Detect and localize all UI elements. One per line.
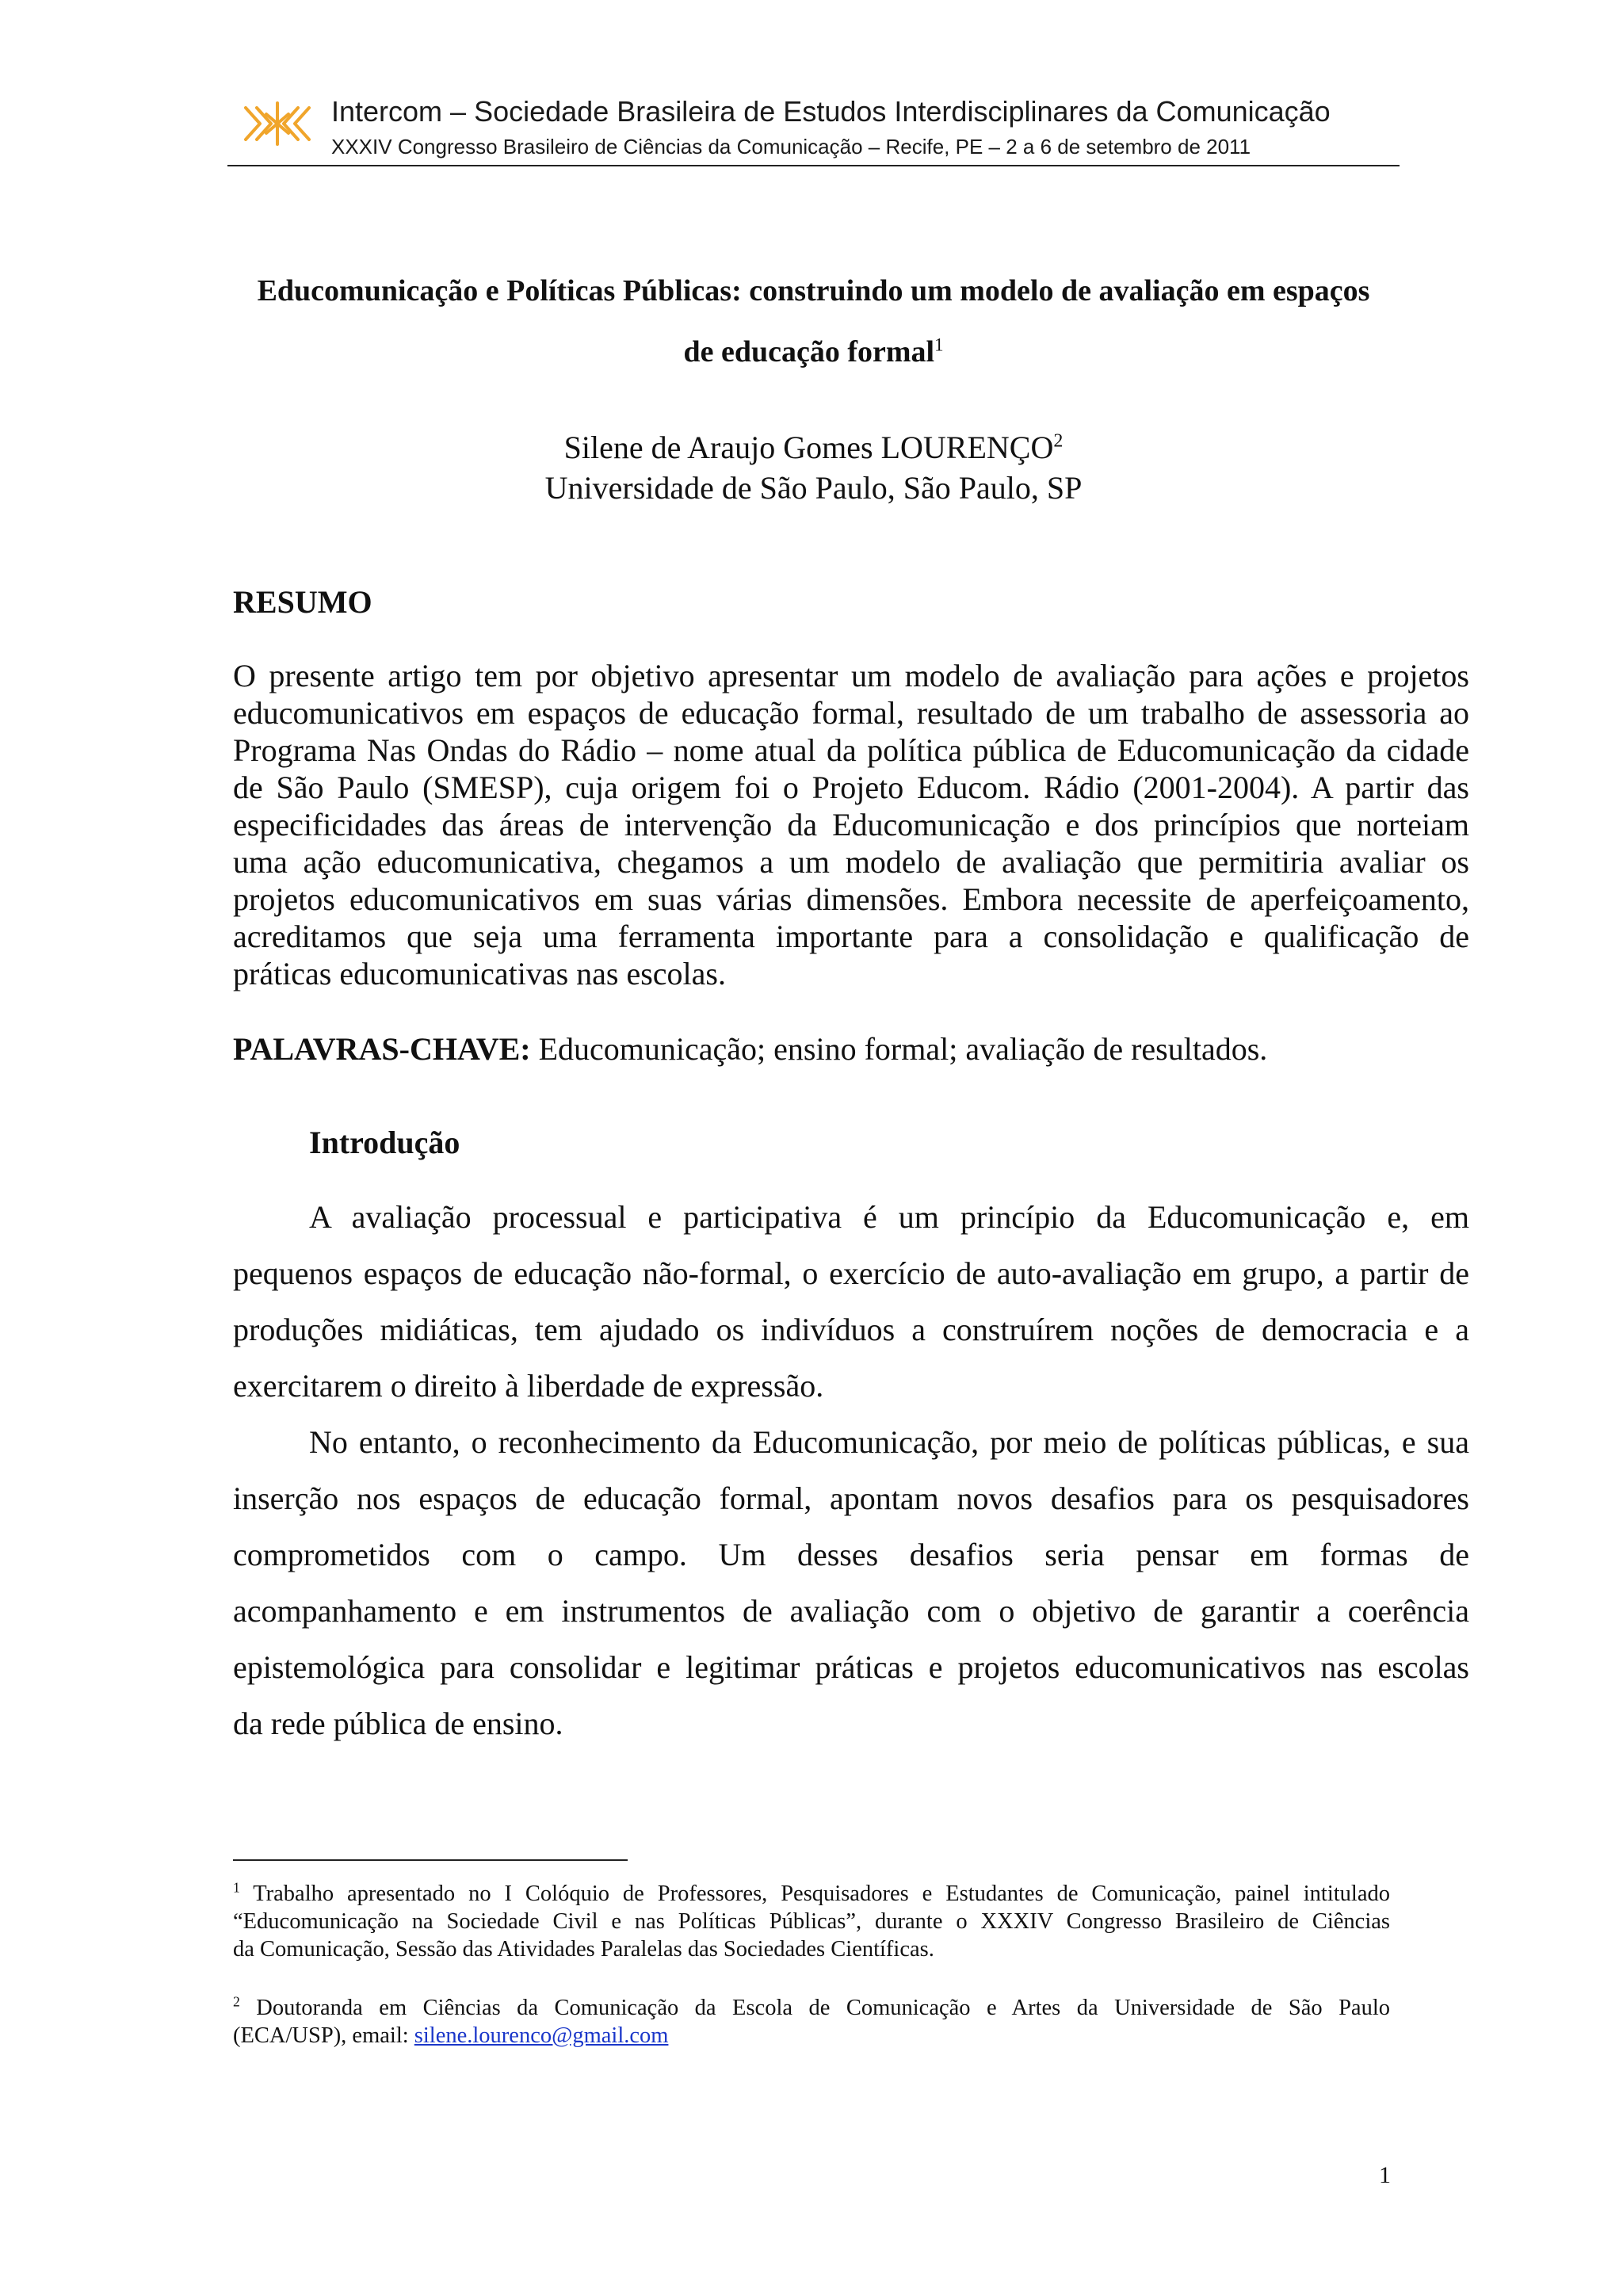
introduction-paragraph-2 bbox=[233, 1414, 1469, 1752]
abstract-text bbox=[233, 657, 1469, 992]
footnote-line: “Educomunicação na Sociedade Civil e nas Políticas Públicas”, durante o XXXIV Congresso Brasileiro de Ciências bbox=[233, 1909, 1390, 1934]
header-congress: XXXIV Congresso Brasileiro de Ciências da Comunicação – Recife, PE – 2 a 6 de setembro de 2011 bbox=[331, 135, 1251, 159]
introduction-heading: Introdução bbox=[309, 1125, 460, 1160]
body-line: pequenos espaços de educação não-formal, o exercício de auto-avaliação em grupo, a partir de bbox=[233, 1255, 1469, 1291]
abstract-line: práticas educomunicativas nas escolas. bbox=[233, 956, 726, 991]
footnote-2-mark: 2 bbox=[233, 1993, 240, 2010]
author-affiliation: Universidade de São Paulo, São Paulo, SP bbox=[544, 470, 1083, 506]
footnote-line: da Comunicação, Sessão das Atividades Paralelas das Sociedades Científicas. bbox=[233, 1937, 934, 1962]
header-divider bbox=[227, 165, 1400, 166]
footnote-2 bbox=[233, 1994, 1390, 2050]
abstract-line: Programa Nas Ondas do Rádio – nome atual da política pública de Educomunicação da cidade bbox=[233, 732, 1469, 768]
abstract-line: uma ação educomunicativa, chegamos a um modelo de avaliação que permitiria avaliar os bbox=[233, 844, 1469, 880]
email-link[interactable]: silene.lourenco@gmail.com bbox=[414, 2023, 669, 2048]
page-number: 1 bbox=[1379, 2162, 1391, 2188]
intercom-logo-icon bbox=[241, 98, 314, 149]
footnote-2-prefix: (ECA/USP), email: bbox=[233, 2023, 414, 2048]
body-line: acompanhamento e em instrumentos de avaliação com o objetivo de garantir a coerência bbox=[233, 1593, 1469, 1629]
author-footnote-mark: 2 bbox=[1053, 430, 1064, 452]
keywords bbox=[233, 1030, 1267, 1068]
paper-title-line-1: Educomunicação e Políticas Públicas: construindo um modelo de avaliação em espaços bbox=[257, 274, 1370, 308]
header-organization: Intercom – Sociedade Brasileira de Estudos Interdisciplinares da Comunicação bbox=[331, 95, 1331, 128]
body-line: exercitarem o direito à liberdade de expressão. bbox=[233, 1368, 824, 1404]
footnote-line bbox=[233, 1880, 1390, 1908]
abstract-line: educomunicativos em espaços de educação formal, resultado de um trabalho de assessoria ao bbox=[233, 695, 1469, 731]
footnote-1-text: Trabalho apresentado no I Colóquio de Professores, Pesquisadores e Estudantes de Comunicação, painel intitulado bbox=[239, 1881, 1390, 1906]
body-line: comprometidos com o campo. Um desses desafios seria pensar em formas de bbox=[233, 1537, 1469, 1572]
footnote-1 bbox=[233, 1880, 1390, 1963]
footnote-divider bbox=[233, 1859, 628, 1861]
abstract-line: O presente artigo tem por objetivo apresentar um modelo de avaliação para ações e projetos bbox=[233, 658, 1469, 693]
author-name-line bbox=[227, 432, 1400, 464]
body-line: inserção nos espaços de educação formal, apontam novos desafios para os pesquisadores bbox=[233, 1480, 1469, 1516]
body-line: No entanto, o reconhecimento da Educomunicação, por meio de políticas públicas, e sua bbox=[309, 1424, 1469, 1460]
abstract-line: projetos educomunicativos em suas várias dimensões. Embora necessite de aperfeiçoamento, bbox=[233, 881, 1469, 917]
abstract-line: especificidades das áreas de intervenção da Educomunicação e dos princípios que norteiam bbox=[233, 807, 1469, 842]
abstract-line: de São Paulo (SMESP), cuja origem foi o Projeto Educom. Rádio (2001-2004). A partir das bbox=[233, 770, 1469, 805]
body-line: A avaliação processual e participativa é um princípio da Educomunicação e, em bbox=[309, 1199, 1469, 1235]
introduction-paragraph-1 bbox=[233, 1189, 1469, 1414]
author-name: Silene de Araujo Gomes LOURENÇO bbox=[563, 430, 1054, 465]
body-line: da rede pública de ensino. bbox=[233, 1706, 563, 1741]
keywords-label: PALAVRAS-CHAVE: bbox=[233, 1031, 531, 1067]
body-line: produções midiáticas, tem ajudado os indivíduos a construírem noções de democracia e a bbox=[233, 1312, 1469, 1347]
footnote-line bbox=[233, 2022, 1390, 2050]
abstract-line: acreditamos que seja uma ferramenta importante para a consolidação e qualificação de bbox=[233, 919, 1469, 954]
abstract-heading: RESUMO bbox=[233, 584, 372, 620]
paper-title-line-2 bbox=[227, 334, 1400, 369]
body-line: epistemológica para consolidar e legitimar práticas e projetos educomunicativos nas escolas bbox=[233, 1649, 1469, 1685]
footnote-2-text: Doutoranda em Ciências da Comunicação da Escola de Comunicação e Artes da Universidade de São Paulo bbox=[239, 1996, 1390, 2020]
paper-title-text: de educação formal bbox=[683, 335, 935, 369]
footnote-line bbox=[233, 1994, 1390, 2022]
keywords-text: Educomunicação; ensino formal; avaliação de resultados. bbox=[530, 1031, 1268, 1067]
footnote-1-mark: 1 bbox=[233, 1879, 240, 1896]
title-footnote-mark: 1 bbox=[934, 334, 944, 355]
